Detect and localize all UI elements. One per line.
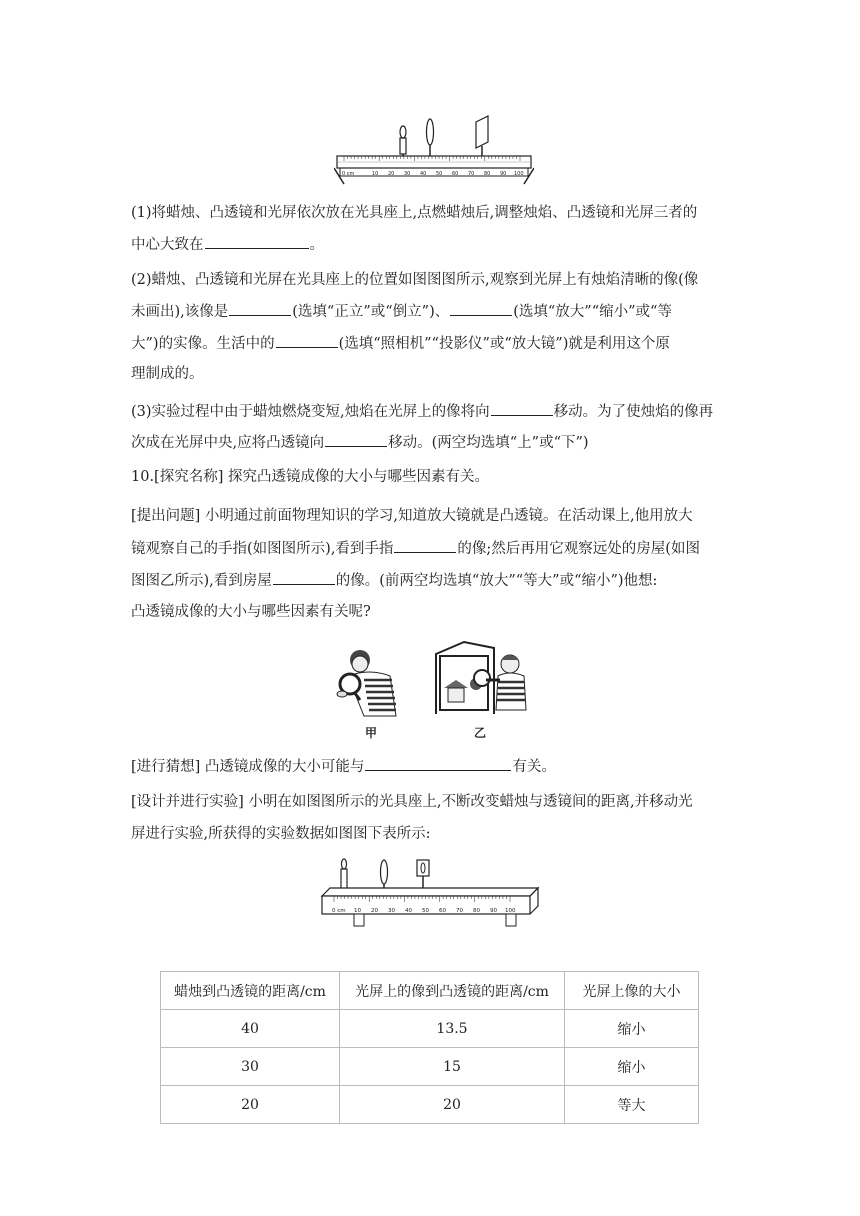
- answer-blank[interactable]: [325, 432, 387, 447]
- q1-line-2: 中心大致在 。: [131, 234, 324, 255]
- boy-window-figure: [434, 640, 532, 722]
- experiment-data-table: [160, 971, 699, 1124]
- scale-label: 50: [422, 908, 429, 914]
- q3-line-1: (3)实验过程中由于蜡烛燃烧变短,烛焰在光屏上的像将向 移动。为了使烛焰的像再: [131, 401, 713, 422]
- scale-label: 70: [456, 908, 463, 914]
- scale-label: 90: [500, 171, 507, 177]
- answer-blank[interactable]: [491, 401, 553, 416]
- optical-bench-figure-1: [334, 112, 534, 188]
- scale-label: 10: [354, 908, 361, 914]
- q10-ask-4: 凸透镜成像的大小与哪些因素有关呢?: [131, 604, 371, 620]
- table-header: 蜡烛到凸透镜的距离/cm: [161, 972, 340, 1010]
- scale-label: 20: [388, 171, 395, 177]
- table-header: 光屏上的像到凸透镜的距离/cm: [340, 972, 565, 1010]
- scale-label: 50: [436, 171, 443, 177]
- scale-label: 10: [372, 171, 379, 177]
- q2-line-3: 大”)的实像。生活中的 (选填“照相机”“投影仪”或“放大镜”)就是利用这个原: [131, 333, 670, 354]
- figure-caption-jia: 甲: [365, 726, 378, 740]
- scale-label: 100: [514, 171, 524, 177]
- figure-caption-yi: 乙: [474, 726, 487, 740]
- window-with-house-icon: [436, 642, 494, 714]
- scale-label: 0 cm: [342, 171, 355, 177]
- scale-label: 90: [490, 908, 497, 914]
- q10-ask-3: 图图乙所示),看到房屋 的像。(前两空均选填“放大”“等大”或“缩小”)他想:: [131, 570, 657, 591]
- scale-label: 60: [439, 908, 446, 914]
- q10-guess: [进行猜想] 凸透镜成像的大小可能与 有关。: [131, 756, 556, 777]
- answer-blank[interactable]: [273, 570, 335, 585]
- answer-blank[interactable]: [205, 234, 309, 249]
- q10-ask-1: [提出问题] 小明通过前面物理知识的学习,知道放大镜就是凸透镜。在活动课上,他用放大: [131, 508, 693, 524]
- table-cell: 20: [340, 1086, 565, 1124]
- q3-line-2: 次成在光屏中央,应将凸透镜向 移动。(两空均选填“上”或“下”): [131, 432, 589, 453]
- answer-blank[interactable]: [276, 333, 338, 348]
- table-cell: 缩小: [565, 1048, 699, 1086]
- scale-label: 30: [404, 171, 411, 177]
- table-cell: 缩小: [565, 1010, 699, 1048]
- scale-label: 80: [473, 908, 480, 914]
- q10-exp-2: 屏进行实验,所获得的实验数据如图图下表所示:: [131, 826, 431, 842]
- scale-label: 60: [452, 171, 459, 177]
- scale-label: 40: [420, 171, 427, 177]
- table-cell: 13.5: [340, 1010, 565, 1048]
- table-header: 光屏上像的大小: [565, 972, 699, 1010]
- table-cell: 15: [340, 1048, 565, 1086]
- table-row: [161, 1086, 699, 1124]
- table-header-row: [161, 972, 699, 1010]
- answer-blank[interactable]: [229, 301, 291, 316]
- q10-exp-1: [设计并进行实验] 小明在如图图所示的光具座上,不断改变蜡烛与透镜间的距离,并移动光: [131, 794, 693, 810]
- answer-blank[interactable]: [365, 756, 511, 771]
- q1-line-1: (1)将蜡烛、凸透镜和光屏依次放在光具座上,点燃蜡烛后,调整烛焰、凸透镜和光屏三者的: [131, 205, 698, 221]
- table-cell: 30: [161, 1048, 340, 1086]
- boy-magnifier-figure: [330, 646, 410, 718]
- answer-blank[interactable]: [450, 301, 512, 316]
- q2-line-4: 理制成的。: [131, 366, 204, 382]
- scale-label: 70: [468, 171, 475, 177]
- q2-line-2: 未画出),该像是 (选填“正立”或“倒立”)、 (选填“放大”“缩小”或“等: [131, 301, 672, 322]
- table-cell: 等大: [565, 1086, 699, 1124]
- table-cell: 20: [161, 1086, 340, 1124]
- q10-ask-2: 镜观察自己的手指(如图图所示),看到手指 的像;然后再用它观察远处的房屋(如图: [131, 538, 700, 559]
- scale-label: 30: [388, 908, 395, 914]
- optical-bench-figure-2: [318, 854, 540, 930]
- answer-blank[interactable]: [394, 538, 456, 553]
- boy-with-magnifier-icon: [337, 650, 396, 716]
- scale-label: 100: [505, 908, 516, 914]
- q2-line-1: (2)蜡烛、凸透镜和光屏在光具座上的位置如图图图所示,观察到光屏上有烛焰清晰的像(像: [131, 272, 699, 288]
- table-row: [161, 1010, 699, 1048]
- scale-label: 20: [371, 908, 378, 914]
- scale-label: 80: [484, 171, 491, 177]
- scale-label: 40: [405, 908, 412, 914]
- table-row: [161, 1048, 699, 1086]
- table-cell: 40: [161, 1010, 340, 1048]
- scale-label: 0 cm: [332, 908, 346, 914]
- boy-icon: [486, 655, 526, 710]
- q10-title: 10.[探究名称] 探究凸透镜成像的大小与哪些因素有关。: [131, 469, 489, 485]
